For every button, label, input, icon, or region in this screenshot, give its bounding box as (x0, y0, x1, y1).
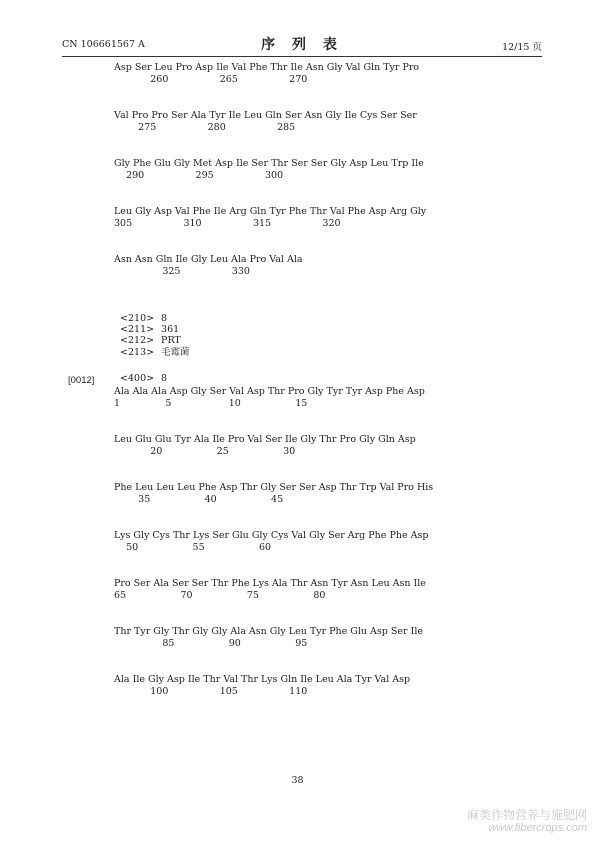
sequence-block (114, 674, 410, 697)
sequence-meta-row (114, 336, 190, 358)
sequence-numbers: 35 40 45 (114, 494, 284, 505)
sequence-residues: Asp Ser Leu Pro Asp Ile Val Phe Thr Ile Asn Gly Val Gln Tyr Pro (114, 62, 420, 73)
sequence-numbers: 1 5 10 15 (114, 398, 308, 409)
sequence-residues: Gly Phe Glu Gly Met Asp Ile Ser Thr Ser Ser Gly Asp Leu Trp Ile (114, 158, 424, 169)
page-title: 序 列 表 (261, 37, 343, 53)
sequence-block (114, 386, 425, 409)
patent-number: CN 106661567 A (62, 39, 145, 50)
sequence-residues: Ala Ala Ala Asp Gly Ser Val Asp Thr Pro Gly Tyr Tyr Asp Phe Asp (114, 386, 425, 397)
sequence-residues: Asn Asn Gln Ile Gly Leu Ala Pro Val Ala (114, 254, 303, 265)
sequence-numbers: 85 90 95 (114, 638, 308, 649)
meta-key: <211> (120, 324, 155, 335)
sequence-block (114, 626, 423, 649)
meta-value: 毛霉菌 (161, 347, 190, 358)
meta-value: 361 (161, 324, 180, 335)
meta-key: <213> (120, 347, 155, 358)
sequence-block (114, 482, 433, 505)
sequence-numbers: 20 25 30 (114, 446, 296, 457)
sequence-numbers: 290 295 300 (114, 170, 284, 181)
sequence-numbers: 325 330 (114, 266, 250, 277)
sequence-block (114, 578, 426, 601)
meta-key: <212> (120, 335, 155, 346)
paragraph-marker: [0012] (68, 375, 95, 386)
site-watermark (467, 808, 587, 835)
watermark-text: 麻类作物营养与施肥网 (466, 808, 587, 822)
sequence-block (114, 62, 419, 85)
sequence-residues: Pro Ser Ala Ser Ser Thr Phe Lys Ala Thr Asn Tyr Asn Leu Asn Ile (114, 578, 426, 589)
sequence-residues: Lys Gly Cys Thr Lys Ser Glu Gly Cys Val Gly Ser Arg Phe Phe Asp (114, 530, 429, 541)
sequence-residues: Ala Ile Gly Asp Ile Thr Val Thr Lys Gln Ile Leu Ala Tyr Val Asp (114, 674, 411, 685)
meta-value: 8 (161, 373, 168, 384)
sequence-meta-row (114, 362, 167, 384)
header-divider (62, 56, 542, 57)
meta-value: PRT (161, 335, 181, 346)
meta-key: <400> (120, 373, 155, 384)
sequence-numbers: 65 70 75 80 (114, 590, 326, 601)
meta-key: <210> (120, 313, 155, 324)
sequence-block (114, 206, 426, 229)
page-reference: 12/15 页 (502, 42, 542, 53)
sequence-numbers: 305 310 315 320 (114, 218, 341, 229)
sequence-residues: Val Pro Pro Ser Ala Tyr Ile Leu Gln Ser Asn Gly Ile Cys Ser Ser (114, 110, 417, 121)
sequence-block (114, 434, 416, 457)
sequence-numbers: 275 280 285 (114, 122, 296, 133)
sequence-residues: Phe Leu Leu Leu Phe Asp Thr Gly Ser Ser Asp Thr Trp Val Pro His (114, 482, 434, 493)
sequence-block (114, 254, 303, 277)
sequence-block (114, 158, 424, 181)
sequence-residues: Leu Gly Asp Val Phe Ile Arg Gln Tyr Phe Thr Val Phe Asp Arg Gly (114, 206, 427, 217)
sequence-block (114, 110, 417, 133)
watermark-url: www.fibercrops.com (488, 822, 587, 834)
sequence-residues: Leu Glu Glu Tyr Ala Ile Pro Val Ser Ile Gly Thr Pro Gly Gln Asp (114, 434, 416, 445)
page-number: 38 (291, 775, 304, 786)
sequence-residues: Thr Tyr Gly Thr Gly Gly Ala Asn Gly Leu Tyr Phe Glu Asp Ser Ile (114, 626, 424, 637)
sequence-numbers: 260 265 270 (114, 74, 308, 85)
meta-value: 8 (161, 313, 168, 324)
sequence-block (114, 530, 428, 553)
page-header (62, 36, 542, 54)
sequence-numbers: 100 105 110 (114, 686, 308, 697)
sequence-numbers: 50 55 60 (114, 542, 272, 553)
